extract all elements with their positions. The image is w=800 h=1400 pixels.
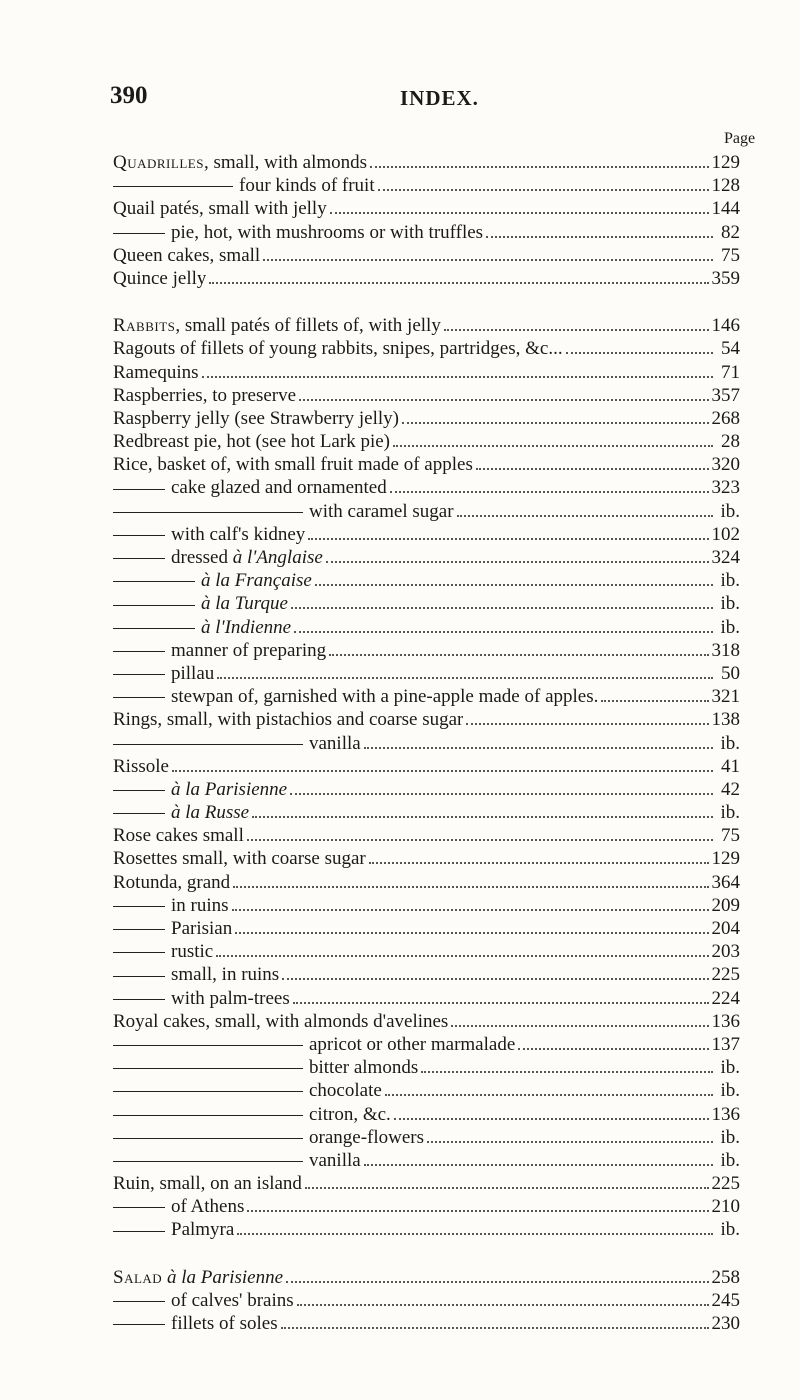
entry-label: [113, 894, 229, 917]
ditto-dash: [113, 605, 195, 606]
entry-page-number: ib.: [720, 1219, 740, 1241]
entry-page-number: 75: [721, 825, 740, 847]
entry-label: [113, 639, 326, 662]
entry-page-number: 320: [711, 454, 740, 476]
entry-page-number: 42: [721, 778, 740, 800]
entry-page-number: ib.: [720, 616, 740, 638]
entry-page-number: 204: [711, 918, 740, 939]
entry-text: in ruins: [171, 894, 229, 916]
entry-page-number: 323: [711, 477, 740, 499]
entry-label: [113, 801, 249, 824]
ditto-dash: [113, 1115, 303, 1116]
dot-leader: [457, 515, 713, 517]
entry-label: [113, 1195, 244, 1218]
index-entry: [113, 1149, 740, 1172]
index-entry: [113, 500, 740, 523]
dot-leader: [451, 1025, 708, 1027]
entry-text: dressed: [171, 547, 233, 568]
index-entry: [113, 708, 740, 731]
entry-text: Ramequins: [113, 361, 199, 383]
entry-page-number: 129: [711, 152, 740, 173]
entry-page-number: 28: [721, 431, 740, 453]
ditto-dash: [113, 813, 165, 814]
ditto-dash: [113, 651, 165, 652]
index-entry: [113, 1172, 740, 1195]
entry-label: [113, 616, 291, 639]
entry-label: [113, 987, 290, 1010]
entry-page-number: 137: [711, 1033, 740, 1055]
dot-leader: [370, 166, 708, 168]
index-entry: [113, 197, 740, 220]
ditto-dash: [113, 489, 165, 490]
index-entry: [113, 987, 740, 1010]
entry-label: [113, 569, 312, 592]
dot-leader: [393, 445, 713, 447]
entry-label: [113, 1266, 283, 1289]
entry-label: [113, 1312, 278, 1335]
index-entry: [113, 174, 740, 197]
entry-label: [113, 523, 305, 546]
index-entry: [113, 1079, 740, 1102]
index-entry: [113, 569, 740, 592]
dot-leader: [308, 538, 708, 540]
index-entry: [113, 732, 740, 755]
entry-page-number: 136: [711, 1103, 740, 1125]
dot-leader: [293, 1002, 709, 1004]
entry-label: [113, 871, 230, 894]
ditto-dash: [113, 233, 165, 234]
entry-page-number: 268: [711, 407, 740, 429]
entry-page-number: 321: [711, 686, 740, 708]
entry-page-number: 225: [711, 964, 740, 986]
entry-label: [113, 1218, 234, 1241]
dot-leader: [299, 399, 708, 401]
index-entry: [113, 1218, 740, 1241]
index-entry: [113, 894, 740, 917]
index-entry: [113, 384, 740, 407]
entry-page-number: 75: [721, 244, 740, 266]
entry-page-number: ib.: [720, 1057, 740, 1079]
entry-page-number: 138: [711, 709, 740, 731]
index-entry: [113, 453, 740, 476]
entry-page-number: 318: [711, 639, 740, 661]
entry-label: [113, 940, 213, 963]
dot-leader: [252, 816, 713, 818]
entry-text: stewpan of, garnished with a pine-apple made of apples.: [171, 686, 599, 708]
index-entry: [113, 685, 740, 708]
index-entry: [113, 639, 740, 662]
index-entry: [113, 221, 740, 244]
dot-leader: [518, 1048, 708, 1050]
entry-text: Queen cakes, small: [113, 244, 261, 266]
entry-italic-text: à la Parisienne: [166, 1266, 284, 1288]
section-gap: [113, 290, 740, 314]
entry-text: Rosettes small, with coarse sugar: [113, 848, 366, 870]
entry-label: [113, 337, 563, 360]
entry-label: [113, 267, 206, 290]
index-list: [113, 151, 740, 1335]
entry-label: [113, 708, 463, 731]
index-entry: [113, 871, 740, 894]
dot-leader: [294, 631, 713, 633]
entry-label: [113, 685, 598, 708]
entry-text: Quince jelly: [113, 267, 207, 289]
dot-leader: [282, 978, 708, 980]
index-entry: [113, 1312, 740, 1335]
entry-text: Ragouts of fillets of young rabbits, snipes, partridges, &c...: [113, 338, 563, 360]
entry-label: [113, 778, 287, 801]
ditto-dash: [113, 186, 233, 187]
entry-page-number: 50: [721, 662, 740, 684]
index-entry: [113, 430, 740, 453]
ditto-dash: [113, 1231, 165, 1232]
entry-page-number: 359: [711, 267, 740, 289]
ditto-dash: [113, 976, 165, 977]
entry-label: [113, 592, 288, 615]
entry-label: [113, 244, 260, 267]
index-entry: [113, 662, 740, 685]
entry-label: [113, 1010, 448, 1033]
dot-leader: [369, 862, 709, 864]
entry-label: [113, 361, 199, 384]
entry-label: [113, 963, 279, 986]
entry-lead-word: Salad: [113, 1266, 163, 1288]
entry-page-number: 209: [711, 894, 740, 916]
entry-label: [113, 407, 399, 430]
entry-label: [113, 1033, 515, 1056]
page-number: 390: [110, 82, 148, 109]
entry-label: [113, 197, 327, 220]
entry-page-number: 54: [721, 338, 740, 360]
entry-label: [113, 546, 323, 569]
entry-text: Raspberries, to preserve: [113, 384, 297, 406]
entry-label: [113, 1056, 418, 1079]
index-entry: [113, 1289, 740, 1312]
entry-text: fillets of soles: [171, 1313, 278, 1334]
dot-leader: [402, 422, 709, 424]
entry-label: [113, 1289, 294, 1312]
entry-page-number: ib.: [720, 593, 740, 615]
ditto-dash: [113, 558, 165, 559]
entry-text: bitter almonds: [309, 1057, 419, 1079]
index-entry: [113, 546, 740, 569]
entry-label: [113, 221, 483, 244]
entry-text: rustic: [171, 941, 214, 963]
index-entry: [113, 1033, 740, 1056]
index-entry: [113, 361, 740, 384]
dot-leader: [247, 839, 713, 841]
dot-leader: [235, 932, 708, 934]
entry-label: [113, 847, 366, 870]
index-entry: [113, 963, 740, 986]
index-entry: [113, 1126, 740, 1149]
dot-leader: [305, 1187, 709, 1189]
entry-label: [113, 732, 361, 755]
dot-leader: [364, 747, 713, 749]
dot-leader: [237, 1233, 713, 1235]
dot-leader: [378, 189, 709, 191]
entry-label: [113, 174, 375, 197]
entry-text: of calves' brains: [171, 1289, 294, 1311]
entry-text: Quail patés, small with jelly: [113, 198, 327, 220]
dot-leader: [263, 259, 713, 261]
index-entry: [113, 1195, 740, 1218]
index-entry: [113, 592, 740, 615]
dot-leader: [566, 352, 713, 354]
dot-leader: [466, 723, 708, 725]
index-entry: [113, 847, 740, 870]
entry-page-number: 357: [711, 384, 740, 406]
entry-page-number: 144: [711, 198, 740, 220]
dot-leader: [326, 561, 709, 563]
dot-leader: [217, 677, 713, 679]
entry-text: with calf's kidney: [171, 523, 306, 545]
index-entry: [113, 407, 740, 430]
ditto-dash: [113, 1045, 303, 1046]
entry-text: Rissole: [113, 755, 169, 777]
index-entry: [113, 476, 740, 499]
index-entry: [113, 940, 740, 963]
index-entry: [113, 755, 740, 778]
dot-leader: [385, 1094, 713, 1096]
ditto-dash: [113, 999, 165, 1000]
entry-page-number: ib.: [720, 732, 740, 754]
entry-text: vanilla: [309, 732, 361, 754]
index-entry: [113, 267, 740, 290]
index-entry: [113, 1010, 740, 1033]
entry-text: , small, with almonds: [203, 152, 368, 173]
dot-leader: [486, 236, 713, 238]
entry-page-number: ib.: [720, 500, 740, 522]
entry-text: chocolate: [309, 1080, 382, 1102]
dot-leader: [291, 607, 713, 609]
ditto-dash: [113, 1138, 303, 1139]
entry-text: cake glazed and ornamented: [171, 477, 387, 499]
entry-text: pie, hot, with mushrooms or with truffles: [171, 221, 484, 243]
entry-label: [113, 476, 387, 499]
entry-text: Redbreast pie, hot (see hot Lark pie): [113, 431, 390, 453]
entry-text: Raspberry jelly (see Strawberry jelly): [113, 407, 399, 429]
index-entry: [113, 244, 740, 267]
ditto-dash: [113, 906, 165, 907]
dot-leader: [421, 1071, 713, 1073]
dot-leader: [476, 468, 709, 470]
ditto-dash: [113, 1301, 165, 1302]
entry-page-number: 136: [711, 1010, 740, 1032]
index-entry: [113, 523, 740, 546]
entry-label: [113, 1172, 302, 1195]
index-entry: [113, 151, 740, 174]
ditto-dash: [113, 674, 165, 675]
entry-page-number: 128: [711, 175, 740, 197]
dot-leader: [444, 329, 709, 331]
entry-text: Ruin, small, on an island: [113, 1173, 302, 1195]
dot-leader: [233, 886, 708, 888]
entry-label: [113, 453, 473, 476]
ditto-dash: [113, 929, 165, 930]
index-entry: [113, 1103, 740, 1126]
entry-text: with palm-trees: [171, 987, 290, 1009]
entry-italic-text: à l'Anglaise: [232, 547, 323, 568]
entry-page-number: 129: [711, 848, 740, 870]
entry-label: [113, 755, 169, 778]
entry-page-number: 82: [721, 221, 740, 243]
ditto-dash: [113, 1091, 303, 1092]
index-entry: [113, 1056, 740, 1079]
running-title: INDEX.: [400, 86, 479, 110]
ditto-dash: [113, 697, 165, 698]
entry-text: vanilla: [309, 1149, 361, 1171]
entry-page-number: 203: [711, 941, 740, 963]
dot-leader: [290, 793, 713, 795]
entry-label: [113, 430, 390, 453]
entry-page-number: 224: [711, 987, 740, 1009]
entry-page-number: 258: [711, 1266, 740, 1288]
entry-italic-text: à la Française: [201, 570, 312, 592]
ditto-dash: [113, 744, 303, 745]
entry-page-number: ib.: [720, 802, 740, 824]
entry-label: [113, 824, 244, 847]
ditto-dash: [113, 512, 303, 513]
entry-italic-text: à la Russe: [171, 802, 250, 824]
entry-text: pillau: [171, 662, 215, 684]
index-entry: [113, 337, 740, 360]
ditto-dash: [113, 790, 165, 791]
entry-label: [113, 1126, 424, 1149]
dot-leader: [172, 770, 713, 772]
dot-leader: [297, 1304, 709, 1306]
entry-page-number: 210: [711, 1196, 740, 1218]
page-header: [0, 70, 800, 110]
entry-lead-word: Quadrilles: [113, 152, 204, 173]
entry-text: Rose cakes small: [113, 825, 244, 847]
entry-label: [113, 917, 232, 940]
entry-page-number: 41: [721, 755, 740, 777]
entry-label: [113, 662, 214, 685]
entry-page-number: 225: [711, 1173, 740, 1195]
entry-page-number: ib.: [720, 1080, 740, 1102]
entry-text: Rings, small, with pistachios and coarse sugar: [113, 709, 464, 731]
entry-page-number: ib.: [720, 1149, 740, 1171]
ditto-dash: [113, 952, 165, 953]
ditto-dash: [113, 628, 195, 629]
dot-leader: [216, 955, 708, 957]
entry-text: Rice, basket of, with small fruit made of apples: [113, 454, 473, 476]
entry-text: manner of preparing: [171, 639, 327, 661]
entry-text: Royal cakes, small, with almonds d'avelines: [113, 1010, 449, 1032]
dot-leader: [247, 1210, 708, 1212]
entry-text: apricot or other marmalade: [309, 1033, 516, 1055]
entry-text: four kinds of fruit: [239, 175, 375, 197]
ditto-dash: [113, 535, 165, 536]
ditto-dash: [113, 1161, 303, 1162]
entry-page-number: 71: [721, 361, 740, 383]
entry-text: with caramel sugar: [309, 500, 454, 522]
entry-page-number: 364: [711, 871, 740, 893]
entry-text: citron, &c.: [309, 1103, 391, 1125]
entry-text: , small patés of fillets of, with jelly: [175, 315, 441, 337]
entry-italic-text: à l'Indienne: [201, 616, 292, 638]
index-entry: [113, 917, 740, 940]
index-entry: [113, 824, 740, 847]
dot-leader: [232, 909, 709, 911]
index-entry: [113, 1266, 740, 1289]
entry-label: [113, 500, 454, 523]
section-gap: [113, 1242, 740, 1266]
dot-leader: [390, 491, 709, 493]
entry-page-number: 245: [711, 1289, 740, 1311]
index-entry: [113, 801, 740, 824]
entry-page-number: ib.: [720, 1126, 740, 1148]
dot-leader: [329, 654, 708, 656]
entry-text: Rotunda, grand: [113, 871, 231, 893]
entry-label: [113, 151, 367, 174]
dot-leader: [394, 1118, 709, 1120]
dot-leader: [330, 212, 709, 214]
entry-text: small, in ruins: [171, 964, 280, 986]
ditto-dash: [113, 1324, 165, 1325]
entry-label: [113, 1103, 391, 1126]
entry-page-number: 102: [711, 523, 740, 545]
index-entry: [113, 616, 740, 639]
entry-label: [113, 1149, 361, 1172]
entry-italic-text: à la Turque: [201, 593, 288, 615]
entry-lead-word: Rabbits: [113, 315, 176, 337]
entry-text: of Athens: [171, 1196, 245, 1218]
entry-page-number: 230: [711, 1313, 740, 1334]
entry-italic-text: à la Parisienne: [171, 778, 288, 800]
ditto-dash: [113, 1207, 165, 1208]
entry-page-number: 324: [711, 547, 740, 568]
dot-leader: [601, 700, 708, 702]
entry-label: [113, 1079, 382, 1102]
entry-text: orange-flowers: [309, 1126, 425, 1148]
index-entry: [113, 778, 740, 801]
dot-leader: [315, 584, 713, 586]
index-entry: [113, 314, 740, 337]
entry-text: Palmyra: [171, 1219, 235, 1241]
dot-leader: [364, 1164, 713, 1166]
dot-leader: [427, 1141, 713, 1143]
entry-page-number: 146: [711, 315, 740, 337]
page-column-label: Page: [724, 130, 756, 147]
dot-leader: [209, 282, 708, 284]
entry-text: Parisian: [171, 918, 233, 939]
ditto-dash: [113, 1068, 303, 1069]
entry-page-number: ib.: [720, 570, 740, 592]
entry-label: [113, 384, 296, 407]
dot-leader: [286, 1281, 708, 1283]
dot-leader: [281, 1327, 709, 1329]
dot-leader: [202, 376, 714, 378]
ditto-dash: [113, 581, 195, 582]
entry-label: [113, 314, 441, 337]
